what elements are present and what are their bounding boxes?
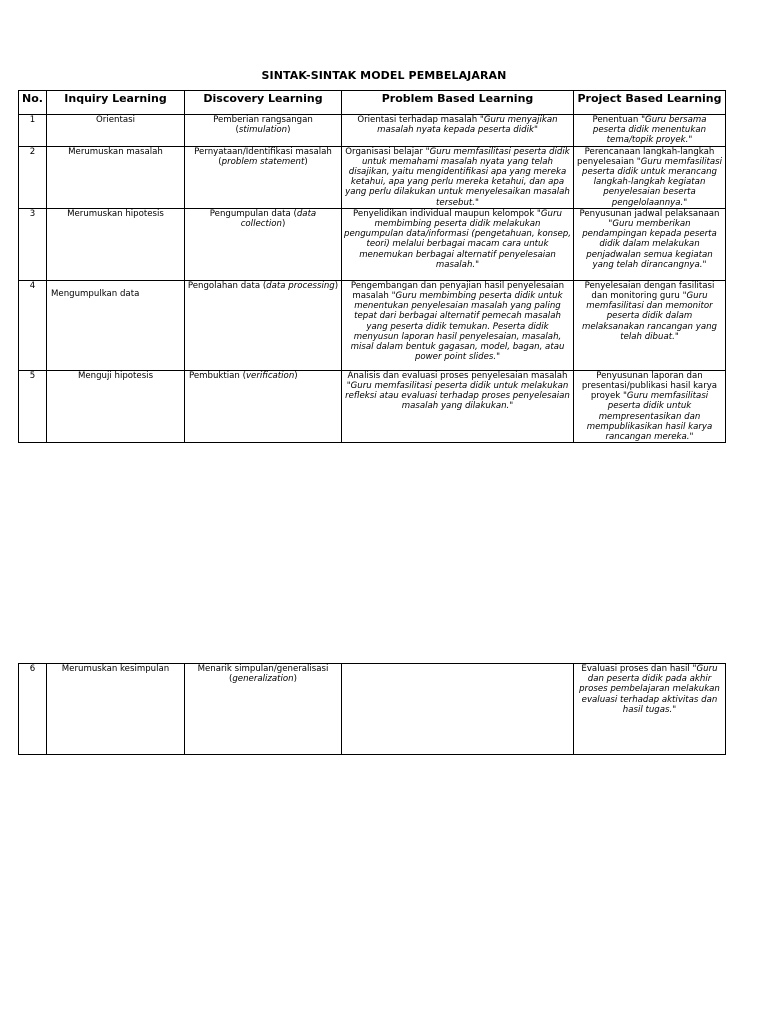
row-number: 1 [19, 115, 47, 147]
row-number: 5 [19, 370, 47, 442]
inquiry-step: Orientasi [47, 115, 185, 147]
table-row [19, 280, 726, 370]
pbl-step [342, 664, 574, 755]
pbl-step: Analisis dan evaluasi proses penyelesaian masalah "Guru memfasilitasi peserta didik untuk melakukan refleksi atau evaluasi terhadap proses penyelesaian masalah yang dilakukan." [342, 370, 574, 442]
inquiry-step: Mengumpulkan data [47, 280, 185, 370]
row-number: 2 [19, 146, 47, 208]
pjbl-step: Perencanaan langkah-langkah penyelesaian "Guru memfasilitasi peserta didik untuk merancang langkah-langkah kegiatan penyelesaian beserta pengelolaannya." [574, 146, 726, 208]
table-header-row [19, 91, 726, 115]
pbl-step: Organisasi belajar "Guru memfasilitasi peserta didik untuk memahami masalah nyata yang telah disajikan, yaitu mengidentifikasi apa yang mereka ketahui, apa yang perlu mereka ketahui, dan apa yang perlu dilakukan untuk menyelesaikan masalah tersebut." [342, 146, 574, 208]
pjbl-step: Penentuan "Guru bersama peserta didik menentukan tema/topik proyek." [574, 115, 726, 147]
inquiry-step: Merumuskan kesimpulan [47, 664, 185, 755]
inquiry-step: Merumuskan masalah [47, 146, 185, 208]
row-number: 3 [19, 208, 47, 280]
syntax-table-continued [18, 663, 726, 755]
table-row [19, 146, 726, 208]
pjbl-step: Penyelesaian dengan fasilitasi dan monitoring guru "Guru memfasilitasi dan memonitor peserta didik dalam melaksanakan rancangan yang telah dibuat." [574, 280, 726, 370]
page-title: SINTAK-SINTAK MODEL PEMBELAJARAN [261, 69, 507, 82]
table-row [19, 208, 726, 280]
header-no: No. [19, 91, 47, 115]
discovery-step: Pengumpulan data (data collection) [185, 208, 342, 280]
pjbl-step: Penyusunan laporan dan presentasi/publikasi hasil karya proyek "Guru memfasilitasi peserta didik untuk mempresentasikan dan mempublikasikan hasil karya rancangan mereka." [574, 370, 726, 442]
pbl-step: Penyelidikan individual maupun kelompok "Guru membimbing peserta didik melakukan pengumpulan data/informasi (pengetahuan, konsep, teori) melalui berbagai macam cara untuk menemukan berbagai alternatif penyelesaian masalah." [342, 208, 574, 280]
pbl-step: Pengembangan dan penyajian hasil penyelesaian masalah "Guru membimbing peserta didik untuk menentukan penyelesaian masalah yang paling tepat dari berbagai alternatif pemecah masalah yang peserta didik temukan. Peserta didik menyusun laporan hasil penyelesaian, masalah, misal dalam bentuk gagasan, model, bagan, atau power point slides." [342, 280, 574, 370]
header-pjbl: Project Based Learning [574, 91, 726, 115]
row-number: 6 [19, 664, 47, 755]
pbl-step: Orientasi terhadap masalah "Guru menyajikan masalah nyata kepada peserta didik" [342, 115, 574, 147]
discovery-step: Pembuktian (verification) [185, 370, 342, 442]
row-number: 4 [19, 280, 47, 370]
syntax-table [18, 90, 726, 443]
inquiry-step: Menguji hipotesis [47, 370, 185, 442]
header-discovery: Discovery Learning [185, 91, 342, 115]
discovery-step: Pemberian rangsangan (stimulation) [185, 115, 342, 147]
inquiry-step: Merumuskan hipotesis [47, 208, 185, 280]
pjbl-step: Evaluasi proses dan hasil "Guru dan peserta didik pada akhir proses pembelajaran melakukan evaluasi terhadap aktivitas dan hasil tugas." [574, 664, 726, 755]
pjbl-step: Penyusunan jadwal pelaksanaan "Guru memberikan pendampingan kepada peserta didik dalam melakukan penjadwalan semua kegiatan yang telah dirancangnya." [574, 208, 726, 280]
table-row [19, 370, 726, 442]
table-row [19, 115, 726, 147]
header-pbl: Problem Based Learning [342, 91, 574, 115]
header-inquiry: Inquiry Learning [47, 91, 185, 115]
table-row [19, 664, 726, 755]
discovery-step: Menarik simpulan/generalisasi (generalization) [185, 664, 342, 755]
discovery-step: Pernyataan/Identifikasi masalah (problem statement) [185, 146, 342, 208]
discovery-step: Pengolahan data (data processing) [185, 280, 342, 370]
